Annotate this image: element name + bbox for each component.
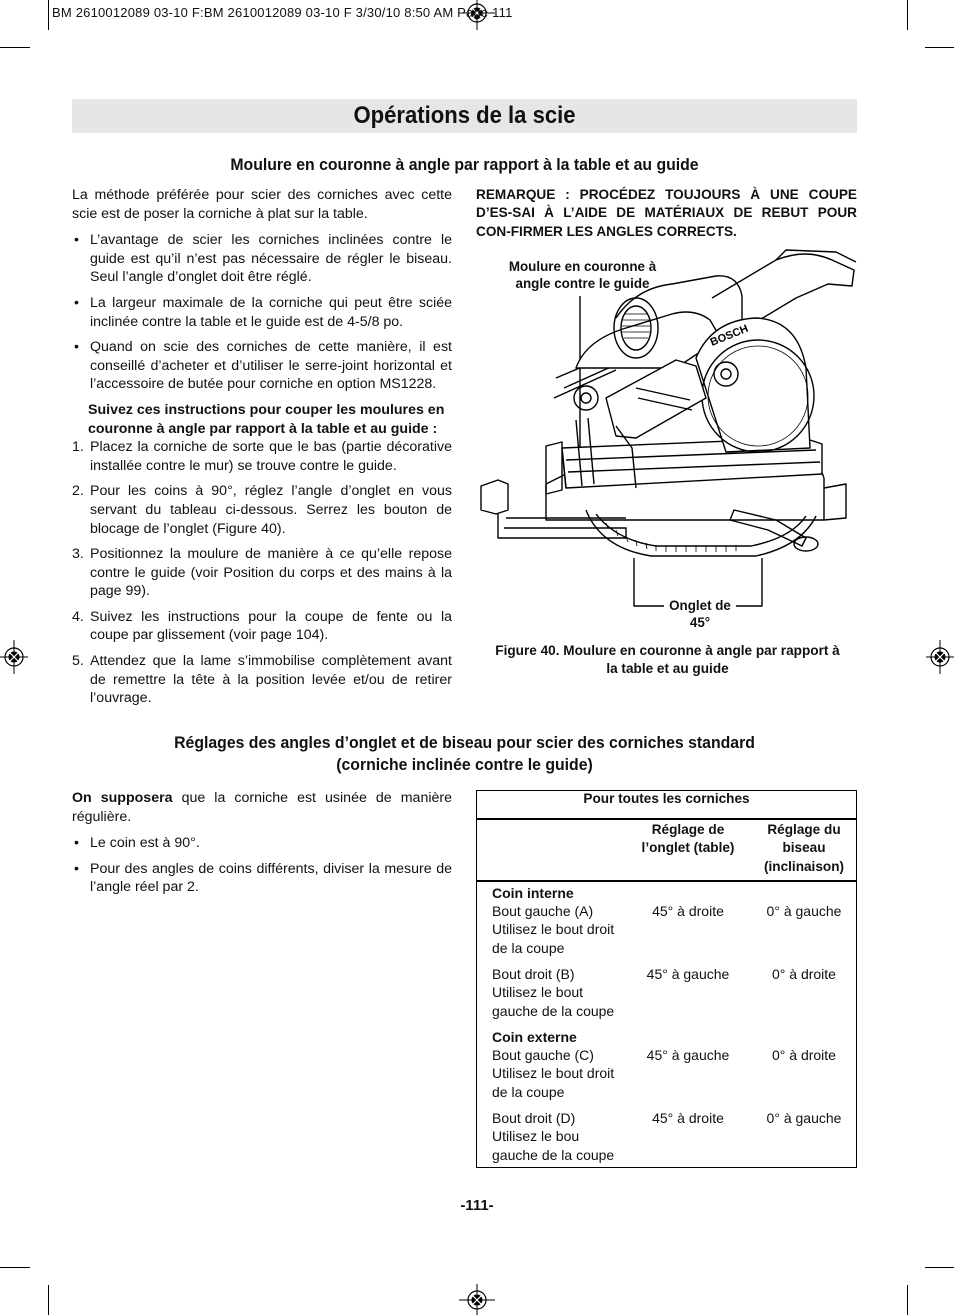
step-number: 5. (72, 653, 84, 670)
section-heading-2-line2: (corniche inclinée contre le guide) (336, 755, 593, 774)
step-text: Placez la corniche de sorte que le bas (partie décorative installée contre le mur) se trouve contre le guide. (90, 439, 452, 474)
crop-mark (0, 47, 30, 48)
table-row-desc: Bout droit (D) Utilisez le bou gauche de la coupe (492, 1110, 615, 1163)
table-row-desc: Bout gauche (A) Utilisez le bout droit de la coupe (492, 903, 615, 956)
step-number: 1. (72, 439, 84, 456)
step-text: Attendez que la lame s’immobilise complètement avant de remettre la tête à la position levée et/ou de retirer l’ouvrage. (90, 653, 452, 707)
table-divider (476, 818, 857, 820)
step-text: Suivez les instructions pour la coupe de fente ou la coupe par glissement (voir page 104). (90, 608, 452, 644)
list-item: • Pour des angles de coins différents, diviser la mesure de l’angle réel par 2. (72, 860, 452, 897)
table-row-miter: 45° à droite (652, 903, 724, 919)
table-row-miter: 45° à gauche (646, 966, 730, 982)
step-number: 4. (72, 608, 84, 625)
column-header-bevel: Réglage du biseau (inclinaison) (763, 822, 845, 874)
table-row-miter: 45° à gauche (646, 1047, 730, 1063)
crop-mark (907, 0, 908, 30)
crop-mark (0, 1267, 30, 1268)
table-row-bevel: 0° à gauche (766, 1110, 842, 1126)
step-number: 2. (72, 483, 84, 500)
page-title-bar (72, 99, 857, 133)
instructions-heading: Suivez ces instructions pour couper les moulures en couronne à angle par rapport à la table et au guide : (88, 401, 445, 437)
crop-mark (48, 0, 49, 30)
step-number: 3. (72, 546, 84, 563)
table-row-bevel: 0° à gauche (766, 903, 842, 919)
remark: REMARQUE : PROCÉDEZ TOUJOURS À UNE COUPE D’ES-SAI À L’AIDE DE MATÉRIAUX DE REBUT POUR CON-FIRMER LES ANGLES CORRECTS. (476, 187, 857, 239)
group-label: Coin interne (492, 885, 574, 901)
crop-mark (925, 47, 954, 48)
left-column-2 (72, 789, 452, 904)
table-row-desc: Bout gauche (C) Utilisez le bout droit de la coupe (492, 1047, 615, 1100)
step-text: Positionnez la moulure de manière à ce qu’elle repose contre le guide (voir Position du corps et des mains à la page 99). (90, 546, 452, 600)
left-column (72, 186, 452, 715)
section-heading-2: Réglages des angles d’onglet et de biseau pour scier des corniches standard (174, 733, 755, 752)
intro-paragraph: La méthode préférée pour scier des corniches avec cette scie est de poser la corniche à plat sur la table. (72, 187, 452, 222)
list-item (72, 482, 452, 538)
list-item (72, 652, 452, 708)
figure-label-bottom: Onglet de 45° (669, 598, 731, 630)
crop-mark (925, 1267, 954, 1268)
registration-mark-icon (926, 640, 954, 674)
page-title: Opérations de la scie (353, 102, 576, 129)
bullet-list (72, 231, 452, 394)
list-item: • L’avantage de scier les corniches inclinées contre le guide est qu’il n’est pas nécessaire de régler le biseau. Seul l’angle d’onglet doit être réglé. (72, 231, 452, 287)
column-header-miter: Réglage de l’onglet (table) (641, 822, 735, 856)
table-row-bevel: 0° à droite (772, 1047, 836, 1063)
group-label: Coin externe (492, 1029, 577, 1045)
steps-list (72, 438, 452, 708)
list-item (72, 545, 452, 601)
crop-mark (907, 1285, 908, 1315)
crop-mark (48, 1285, 49, 1315)
intro-rest: que la corniche est usinée de manière régulière. (72, 790, 452, 825)
table-row-bevel: 0° à droite (772, 966, 836, 982)
table-divider (476, 880, 857, 882)
list-item (72, 608, 452, 645)
section-heading: Moulure en couronne à angle par rapport à la table et au guide (230, 155, 699, 174)
step-text: Pour les coins à 90°, réglez l’angle d’onglet en vous servant du tableau ci-dessous. Serrez les bouton de blocage de l’onglet (Figure 40). (90, 483, 452, 537)
miter-saw-illustration (476, 248, 857, 610)
list-item: • Quand on scie des corniches de cette manière, il est conseillé d’acheter et d’utiliser le serre-joint horizontal et l’accessoire de butée pour corniche en option MS1228. (72, 338, 452, 394)
list-item: • La largeur maximale de la corniche qui peut être sciée inclinée contre la table et le guide est de 4-5/8 po. (72, 294, 452, 331)
page-number: -111- (460, 1197, 494, 1214)
list-item (72, 438, 452, 475)
intro-bold: On supposera (72, 790, 173, 806)
table-title: Pour toutes les corniches (583, 791, 750, 806)
registration-mark-icon (0, 640, 28, 674)
figure-label-top: Moulure en couronne à angle contre le guide (508, 259, 657, 291)
bullet-list (72, 834, 452, 897)
intro-paragraph (72, 789, 452, 826)
table-row-desc: Bout droit (B) Utilisez le bout gauche de la coupe (492, 966, 615, 1019)
print-header: BM 2610012089 03-10 F:BM 2610012089 03-10 F 3/30/10 8:50 AM Page 111 (52, 5, 513, 20)
table-row-miter: 45° à droite (652, 1110, 724, 1126)
figure-caption: Figure 40. Moulure en couronne à angle par rapport à la table et au guide (495, 643, 840, 676)
list-item: • Le coin est à 90°. (72, 834, 452, 853)
brand-label: BOSCH (708, 322, 750, 349)
registration-mark-icon (459, 1284, 495, 1315)
